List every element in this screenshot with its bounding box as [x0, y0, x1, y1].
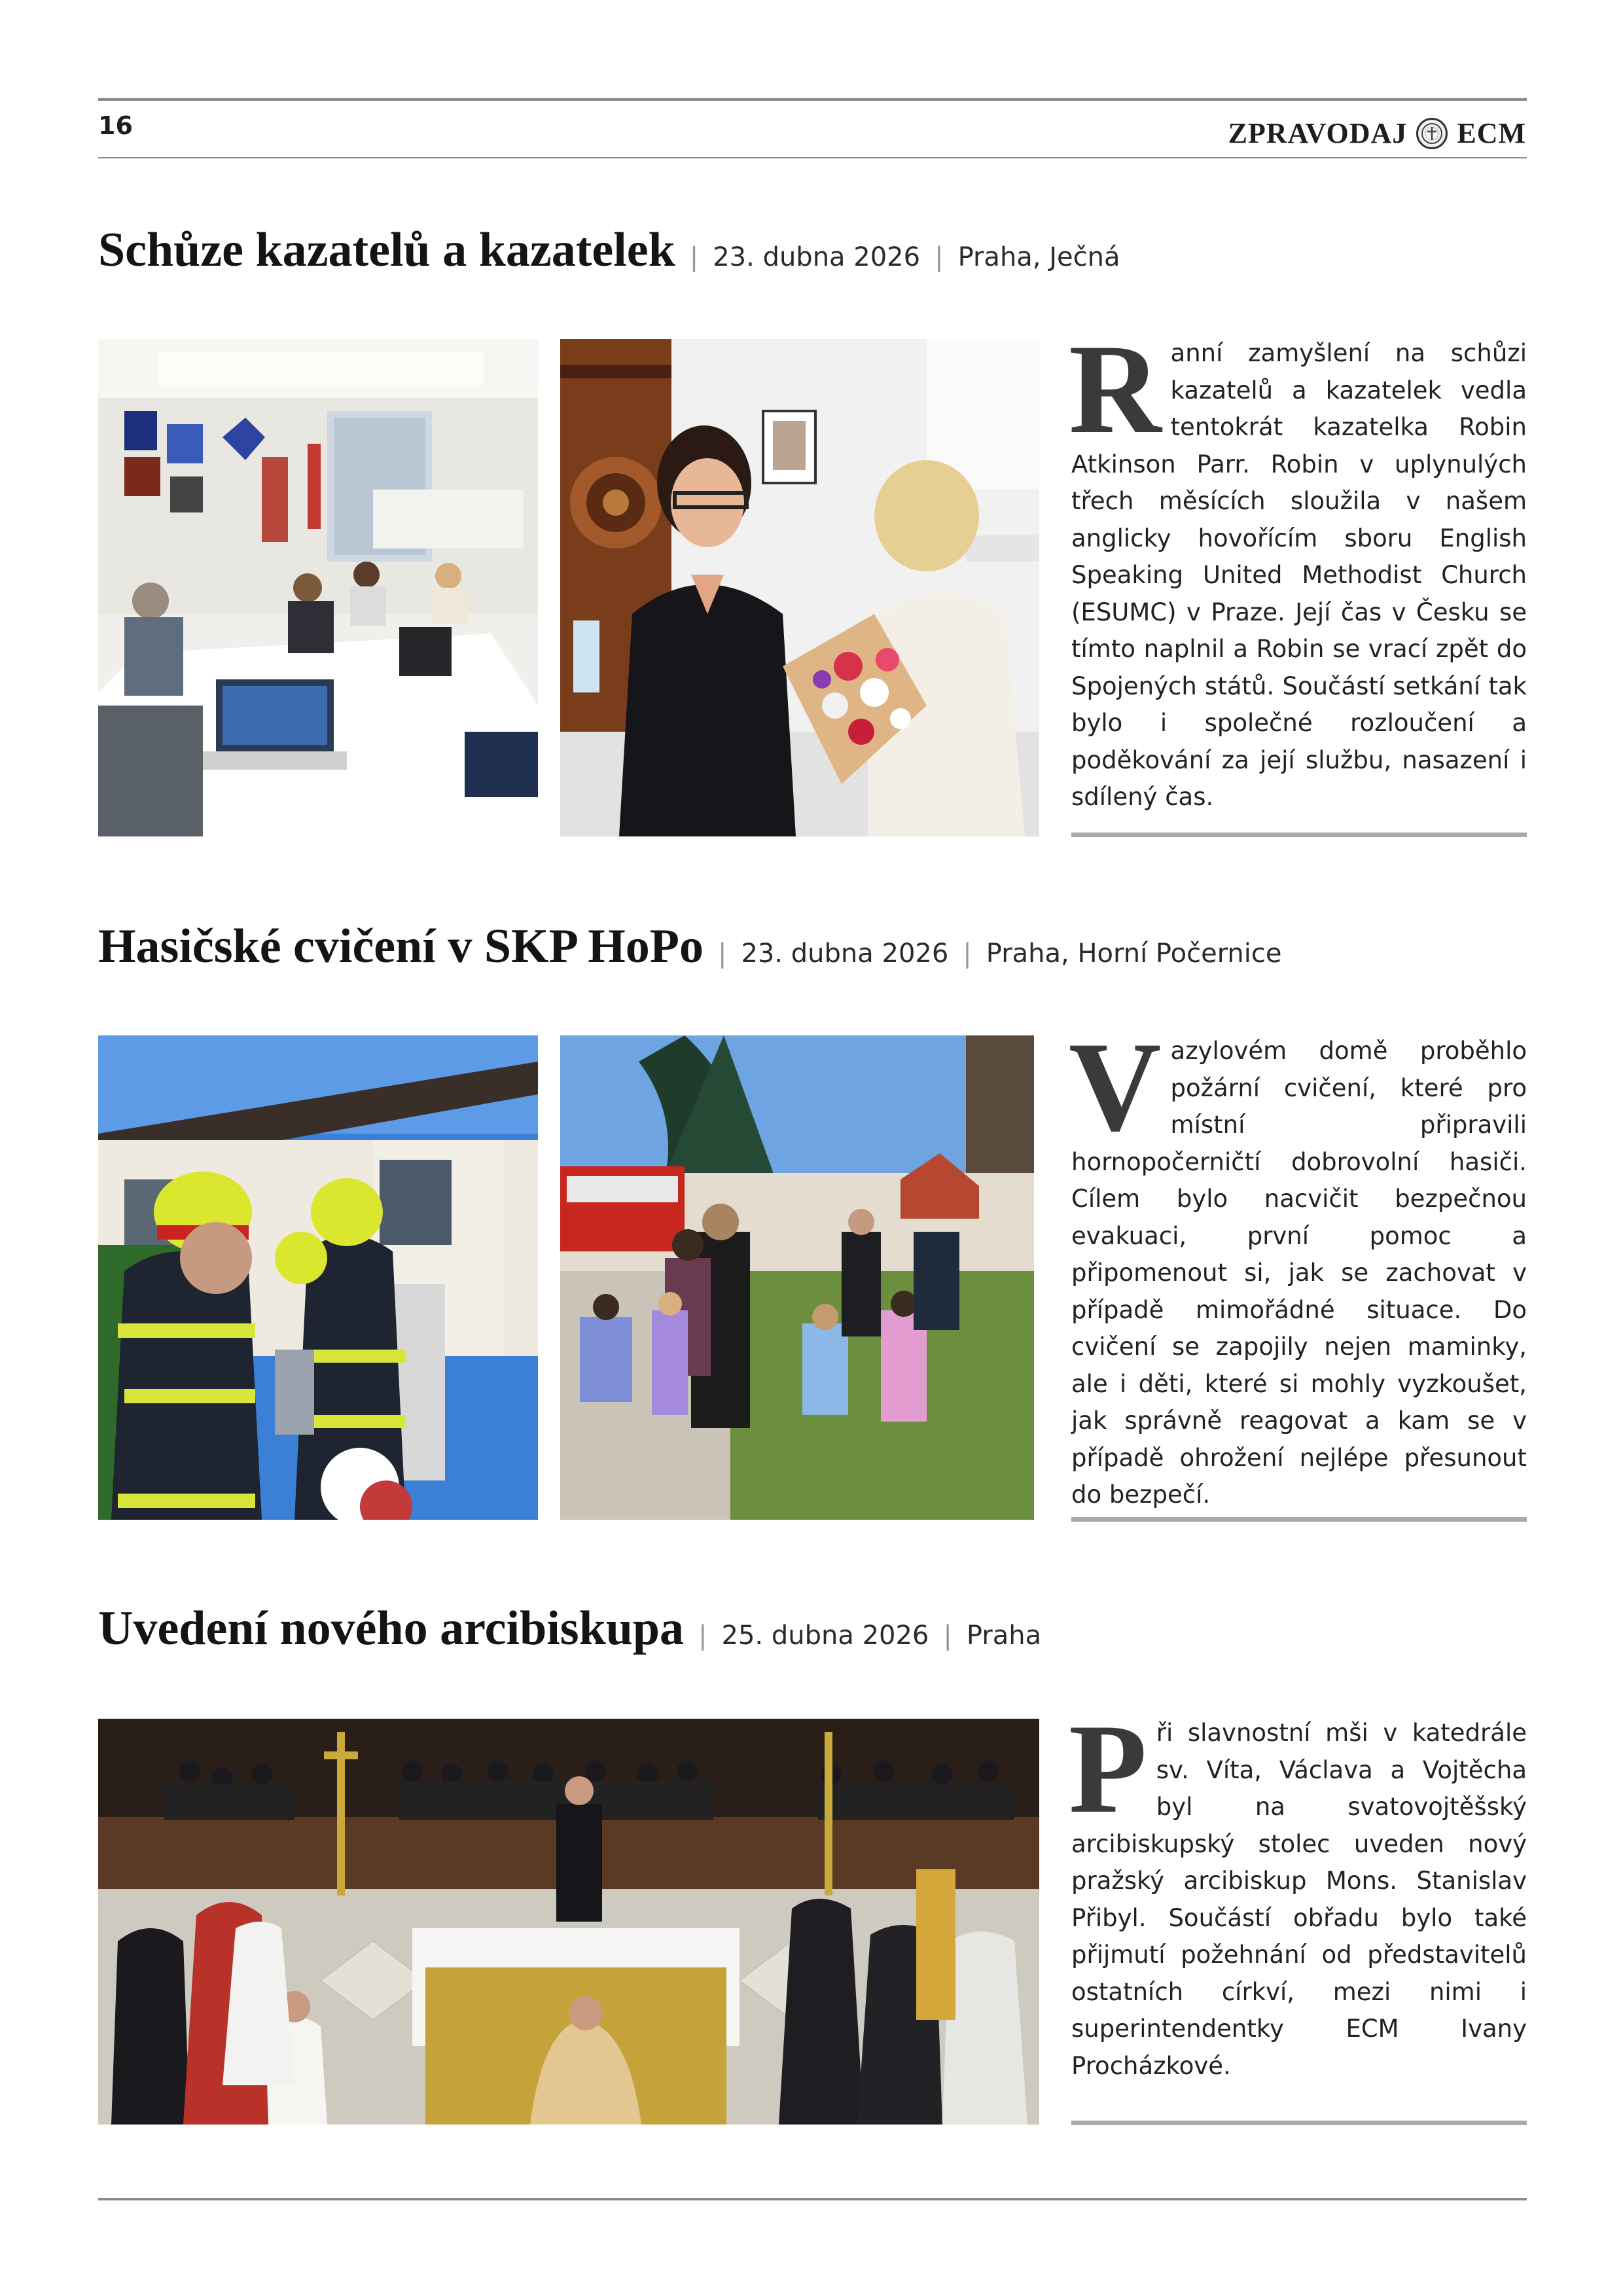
article-1-text [1069, 318, 1527, 816]
masthead-ecm: ECM [1457, 117, 1526, 149]
article-1-place: Praha, Ječná [957, 242, 1120, 272]
article-3-end-rule [1071, 2121, 1527, 2125]
article-1-dropcap: R [1069, 318, 1162, 460]
article-2-title: Hasičské cvičení v SKP HoPo [98, 920, 704, 973]
article-2-place: Praha, Horní Počernice [986, 939, 1282, 969]
evacuation-yard-photo [560, 1035, 1034, 1520]
header-top-rule [98, 98, 1527, 101]
page-number: 16 [98, 111, 133, 140]
separator: | [717, 939, 727, 969]
separator: | [963, 939, 972, 969]
article-2-headline [98, 919, 1282, 975]
article-1-body: anní zamyšlení na schůzi kazatelů a kazatelek vedla tentokrát kazatelka Robin Atkinson Parr. Robin v uplynulých třech měsících sloužila v našem anglicky hovořícím sboru English Speaking United Methodist Church (ESUMC) v Praze. Její čas v Česku se tímto naplnil a Robin se vrací zpět do Spojených států. Součástí setkání tak bylo i společné rozloučení a poděkování za její službu, nasazení i sdílený čas. [1071, 339, 1527, 811]
article-1-headline [98, 223, 1120, 278]
article-1-date: 23. dubna 2026 [713, 242, 921, 272]
cathedral-ceremony-photo [98, 1719, 1039, 2125]
masthead [1228, 117, 1526, 150]
ecm-seal-icon [1416, 118, 1448, 149]
article-2-dropcap: V [1069, 1016, 1162, 1158]
separator: | [689, 242, 699, 272]
article-3-place: Praha [966, 1621, 1042, 1651]
farewell-flowers-photo [560, 339, 1039, 836]
article-3-title: Uvedení nového arcibiskupa [98, 1602, 685, 1655]
article-3-date: 25. dubna 2026 [721, 1621, 929, 1651]
footer-rule [98, 2198, 1527, 2200]
article-3-text [1069, 1698, 1527, 2085]
article-3-body: ři slavnostní mši v katedrále sv. Víta, Václava a Vojtěcha byl na svatovojtěšský arcibiskupský stolec uveden nový pražský arcibiskup Mons. Stanislav Přibyl. Součástí obřadu bylo také přijmutí požehnání od představitelů ostatních církví, mezi nimi i superintendentky ECM Ivany Procházkové. [1071, 1719, 1527, 2080]
article-3-headline [98, 1601, 1041, 1657]
article-2-text [1069, 1016, 1527, 1514]
separator: | [935, 242, 944, 272]
firefighters-photo [98, 1035, 538, 1520]
meeting-room-photo [98, 339, 538, 836]
separator: | [698, 1621, 707, 1651]
article-1-title: Schůze kazatelů a kazatelek [98, 223, 675, 277]
masthead-title: ZPRAVODAJ [1228, 117, 1408, 149]
article-2-body: azylovém domě proběhlo požární cvičení, které pro místní připravili hornopočerničtí dobrovolní hasiči. Cílem bylo nacvičit bezpečnou evakuaci, první pomoc a připomenout si, jak se zachovat v případě mimořádné situace. Do cvičení se zapojily nejen maminky, ale i děti, které si mohly vyzkoušet, jak správně reagovat a kam se v případě ohrožení nejlépe přesunout do bezpečí. [1071, 1037, 1527, 1509]
article-3-dropcap: P [1069, 1698, 1147, 1840]
article-2-date: 23. dubna 2026 [741, 939, 949, 969]
separator: | [943, 1621, 952, 1651]
article-1-end-rule [1071, 833, 1527, 837]
article-2-end-rule [1071, 1517, 1527, 1522]
header-bottom-rule [98, 157, 1527, 158]
